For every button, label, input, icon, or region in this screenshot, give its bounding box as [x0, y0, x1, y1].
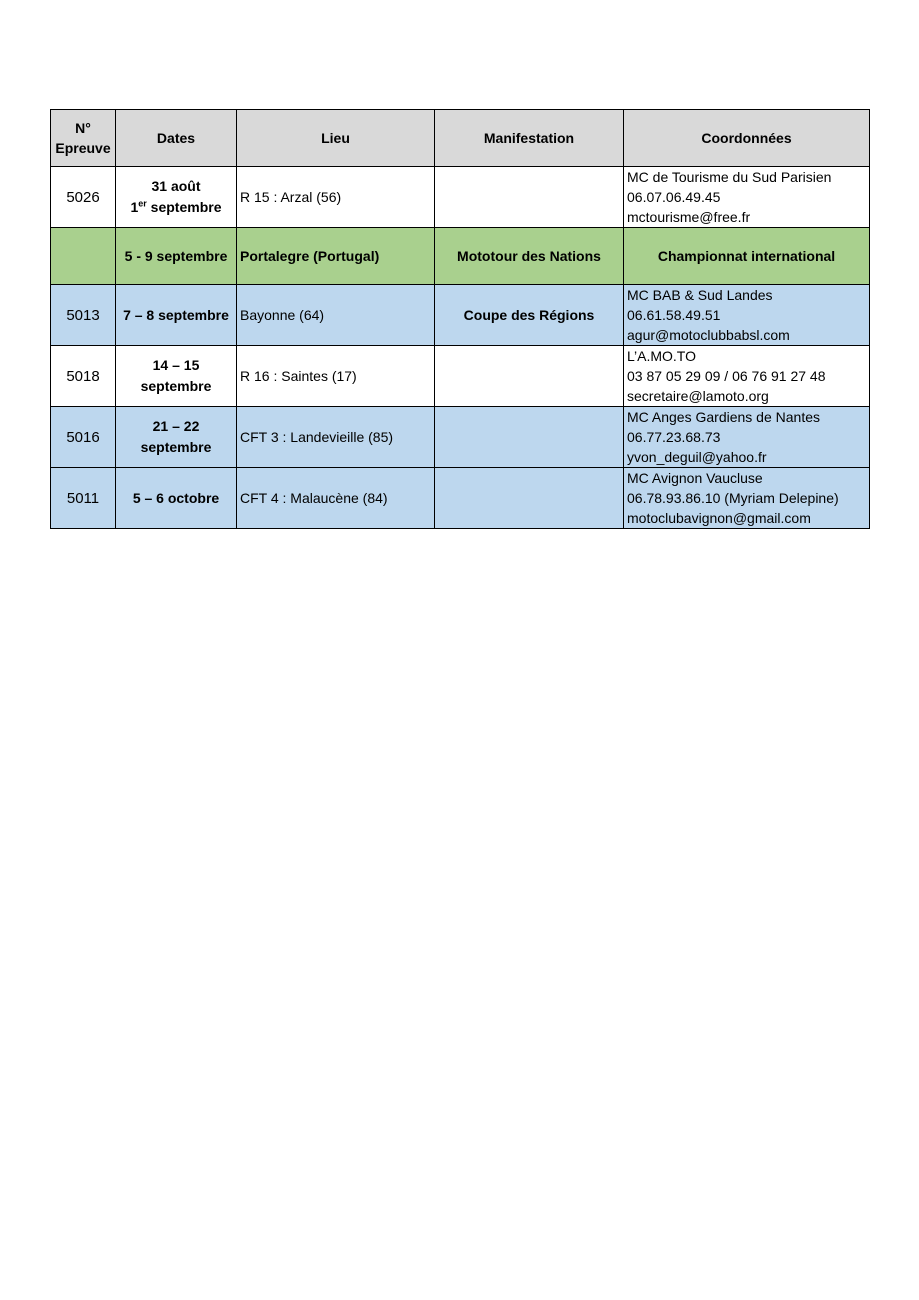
header-coordonnees: Coordonnées — [624, 110, 870, 167]
date-line2: septembre — [140, 378, 212, 394]
row-manifestation — [435, 167, 624, 228]
coord-email[interactable]: secretaire@lamoto.org — [627, 388, 769, 404]
row-lieu: Bayonne (64) — [237, 285, 435, 346]
coord-phone: 03 87 05 29 09 / 06 76 91 27 48 — [627, 368, 826, 384]
row-lieu: CFT 3 : Landevieille (85) — [237, 407, 435, 468]
coord-label: Championnat international — [657, 248, 836, 264]
row-dates — [116, 285, 237, 346]
row-coordonnees — [624, 167, 870, 228]
table-row — [51, 228, 870, 285]
row-lieu: R 15 : Arzal (56) — [237, 167, 435, 228]
coord-club: L’A.MO.TO — [627, 348, 696, 364]
row-coordonnees — [624, 285, 870, 346]
header-num-line1: N° — [75, 120, 91, 136]
coord-phone: 06.61.58.49.51 — [627, 307, 721, 323]
coord-phone: 06.07.06.49.45 — [627, 189, 721, 205]
row-lieu: Portalegre (Portugal) — [237, 228, 435, 285]
row-dates — [116, 468, 237, 529]
row-dates — [116, 167, 237, 228]
events-table — [50, 109, 870, 529]
row-lieu: CFT 4 : Malaucène (84) — [237, 468, 435, 529]
coord-club: MC BAB & Sud Landes — [627, 287, 773, 303]
table-row — [51, 468, 870, 529]
row-manifestation — [435, 468, 624, 529]
header-lieu: Lieu — [237, 110, 435, 167]
date-line1: 5 - 9 septembre — [124, 247, 228, 264]
date-line1: 5 – 6 octobre — [132, 489, 220, 506]
row-coordonnees — [624, 228, 870, 285]
row-num: 5016 — [51, 407, 116, 468]
date-line1: 14 – 15 — [152, 357, 200, 373]
row-dates — [116, 407, 237, 468]
date-day: 1 — [130, 199, 139, 215]
row-manifestation — [435, 407, 624, 468]
header-num — [51, 110, 116, 167]
row-num: 5013 — [51, 285, 116, 346]
coord-club: MC Anges Gardiens de Nantes — [627, 409, 820, 425]
table-header — [51, 110, 870, 167]
table-row — [51, 346, 870, 407]
coord-club: MC de Tourisme du Sud Parisien — [627, 169, 832, 185]
row-manifestation — [435, 346, 624, 407]
table-row — [51, 167, 870, 228]
date-line1: 31 août — [151, 178, 201, 194]
row-coordonnees — [624, 346, 870, 407]
date-line1: 21 – 22 — [152, 418, 200, 434]
row-dates — [116, 228, 237, 285]
coord-email[interactable]: mctourisme@free.fr — [627, 209, 751, 225]
header-dates: Dates — [116, 110, 237, 167]
coord-phone: 06.77.23.68.73 — [627, 429, 721, 445]
row-num — [51, 228, 116, 285]
date-month: septembre — [146, 199, 222, 215]
date-line2: septembre — [140, 439, 212, 455]
row-coordonnees — [624, 468, 870, 529]
date-line2 — [119, 197, 233, 218]
coord-email[interactable]: motoclubavignon@gmail.com — [627, 510, 811, 526]
header-num-line2: Epreuve — [55, 140, 111, 156]
coord-club: MC Avignon Vaucluse — [627, 470, 763, 486]
coord-email[interactable]: agur@motoclubbabsl.com — [627, 327, 790, 343]
row-dates — [116, 346, 237, 407]
coord-email[interactable]: yvon_deguil@yahoo.fr — [627, 449, 767, 465]
table-row — [51, 285, 870, 346]
row-coordonnees — [624, 407, 870, 468]
row-num: 5011 — [51, 468, 116, 529]
row-num: 5026 — [51, 167, 116, 228]
row-manifestation: Coupe des Régions — [435, 285, 624, 346]
row-manifestation: Mototour des Nations — [435, 228, 624, 285]
table-row — [51, 407, 870, 468]
coord-phone: 06.78.93.86.10 (Myriam Delepine) — [627, 490, 839, 506]
header-manifestation: Manifestation — [435, 110, 624, 167]
date-line1: 7 – 8 septembre — [123, 306, 229, 323]
date-ordinal: er — [138, 198, 147, 209]
row-lieu: R 16 : Saintes (17) — [237, 346, 435, 407]
row-num: 5018 — [51, 346, 116, 407]
